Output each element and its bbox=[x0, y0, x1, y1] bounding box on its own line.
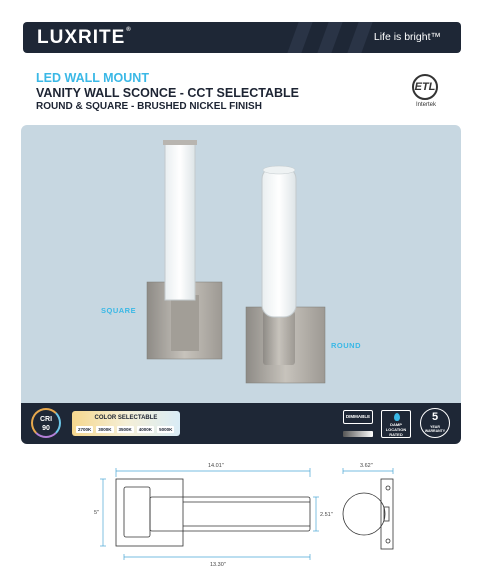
etl-certification-badge bbox=[410, 74, 440, 114]
cct-option: 4000K bbox=[138, 427, 153, 432]
color-selectable-label: COLOR SELECTABLE bbox=[94, 415, 158, 421]
dimming-gradient-icon bbox=[343, 431, 373, 437]
brand-tagline: Life is bright™ bbox=[373, 31, 441, 43]
dimension-drawing bbox=[0, 455, 483, 583]
cct-option: 3500K bbox=[118, 427, 132, 432]
round-label: ROUND bbox=[331, 341, 361, 350]
cct-option: 3000K bbox=[98, 427, 112, 432]
warranty-badge bbox=[420, 408, 450, 438]
warranty-years: 5 bbox=[431, 411, 439, 423]
cri-value: 90 bbox=[42, 425, 50, 432]
decorative-stripe bbox=[287, 22, 312, 53]
mount-outline bbox=[124, 487, 150, 537]
depth-label: 3.62" bbox=[360, 463, 373, 469]
tube-diameter-label: 2.51" bbox=[320, 512, 333, 518]
cct-option: 2700K bbox=[78, 427, 92, 432]
warranty-label: YEAR WARRANTY bbox=[424, 425, 446, 433]
water-drop-icon bbox=[394, 413, 400, 421]
decorative-stripe bbox=[317, 22, 342, 53]
damp-line: RATED bbox=[389, 432, 403, 437]
dimmable-badge: DIMMABLE bbox=[343, 410, 373, 424]
brand-logo: LUXRITE® bbox=[37, 27, 132, 48]
sconce-illustrations bbox=[21, 125, 461, 403]
overall-length-label: 14.01" bbox=[208, 463, 224, 469]
damp-line: DAMP bbox=[390, 422, 402, 427]
height-label: 5" bbox=[94, 510, 100, 516]
cri-label: CRI bbox=[39, 416, 53, 423]
end-view-tube bbox=[343, 493, 385, 535]
damp-location-badge bbox=[381, 410, 411, 438]
brand-header bbox=[23, 22, 461, 53]
base-length-label: 13.30" bbox=[210, 562, 226, 568]
spec-bar bbox=[21, 403, 461, 444]
product-photo-panel bbox=[21, 125, 461, 403]
square-label: SQUARE bbox=[101, 306, 137, 315]
variant-subtitle: ROUND & SQUARE - BRUSHED NICKEL FINISH bbox=[36, 101, 262, 112]
damp-line: LOCATION bbox=[385, 427, 407, 432]
etl-mark: ETL bbox=[412, 74, 438, 100]
category-title: LED WALL MOUNT bbox=[36, 71, 149, 85]
cri-badge bbox=[31, 408, 61, 438]
square-sconce bbox=[147, 140, 222, 359]
decorative-stripe bbox=[347, 22, 372, 53]
round-sconce bbox=[246, 166, 325, 383]
cct-option: 5000K bbox=[159, 427, 173, 432]
intertek-label: Intertek bbox=[415, 102, 436, 108]
color-selectable-badge bbox=[72, 411, 180, 436]
product-title: VANITY WALL SCONCE - CCT SELECTABLE bbox=[36, 86, 299, 100]
cct-options bbox=[76, 426, 174, 433]
